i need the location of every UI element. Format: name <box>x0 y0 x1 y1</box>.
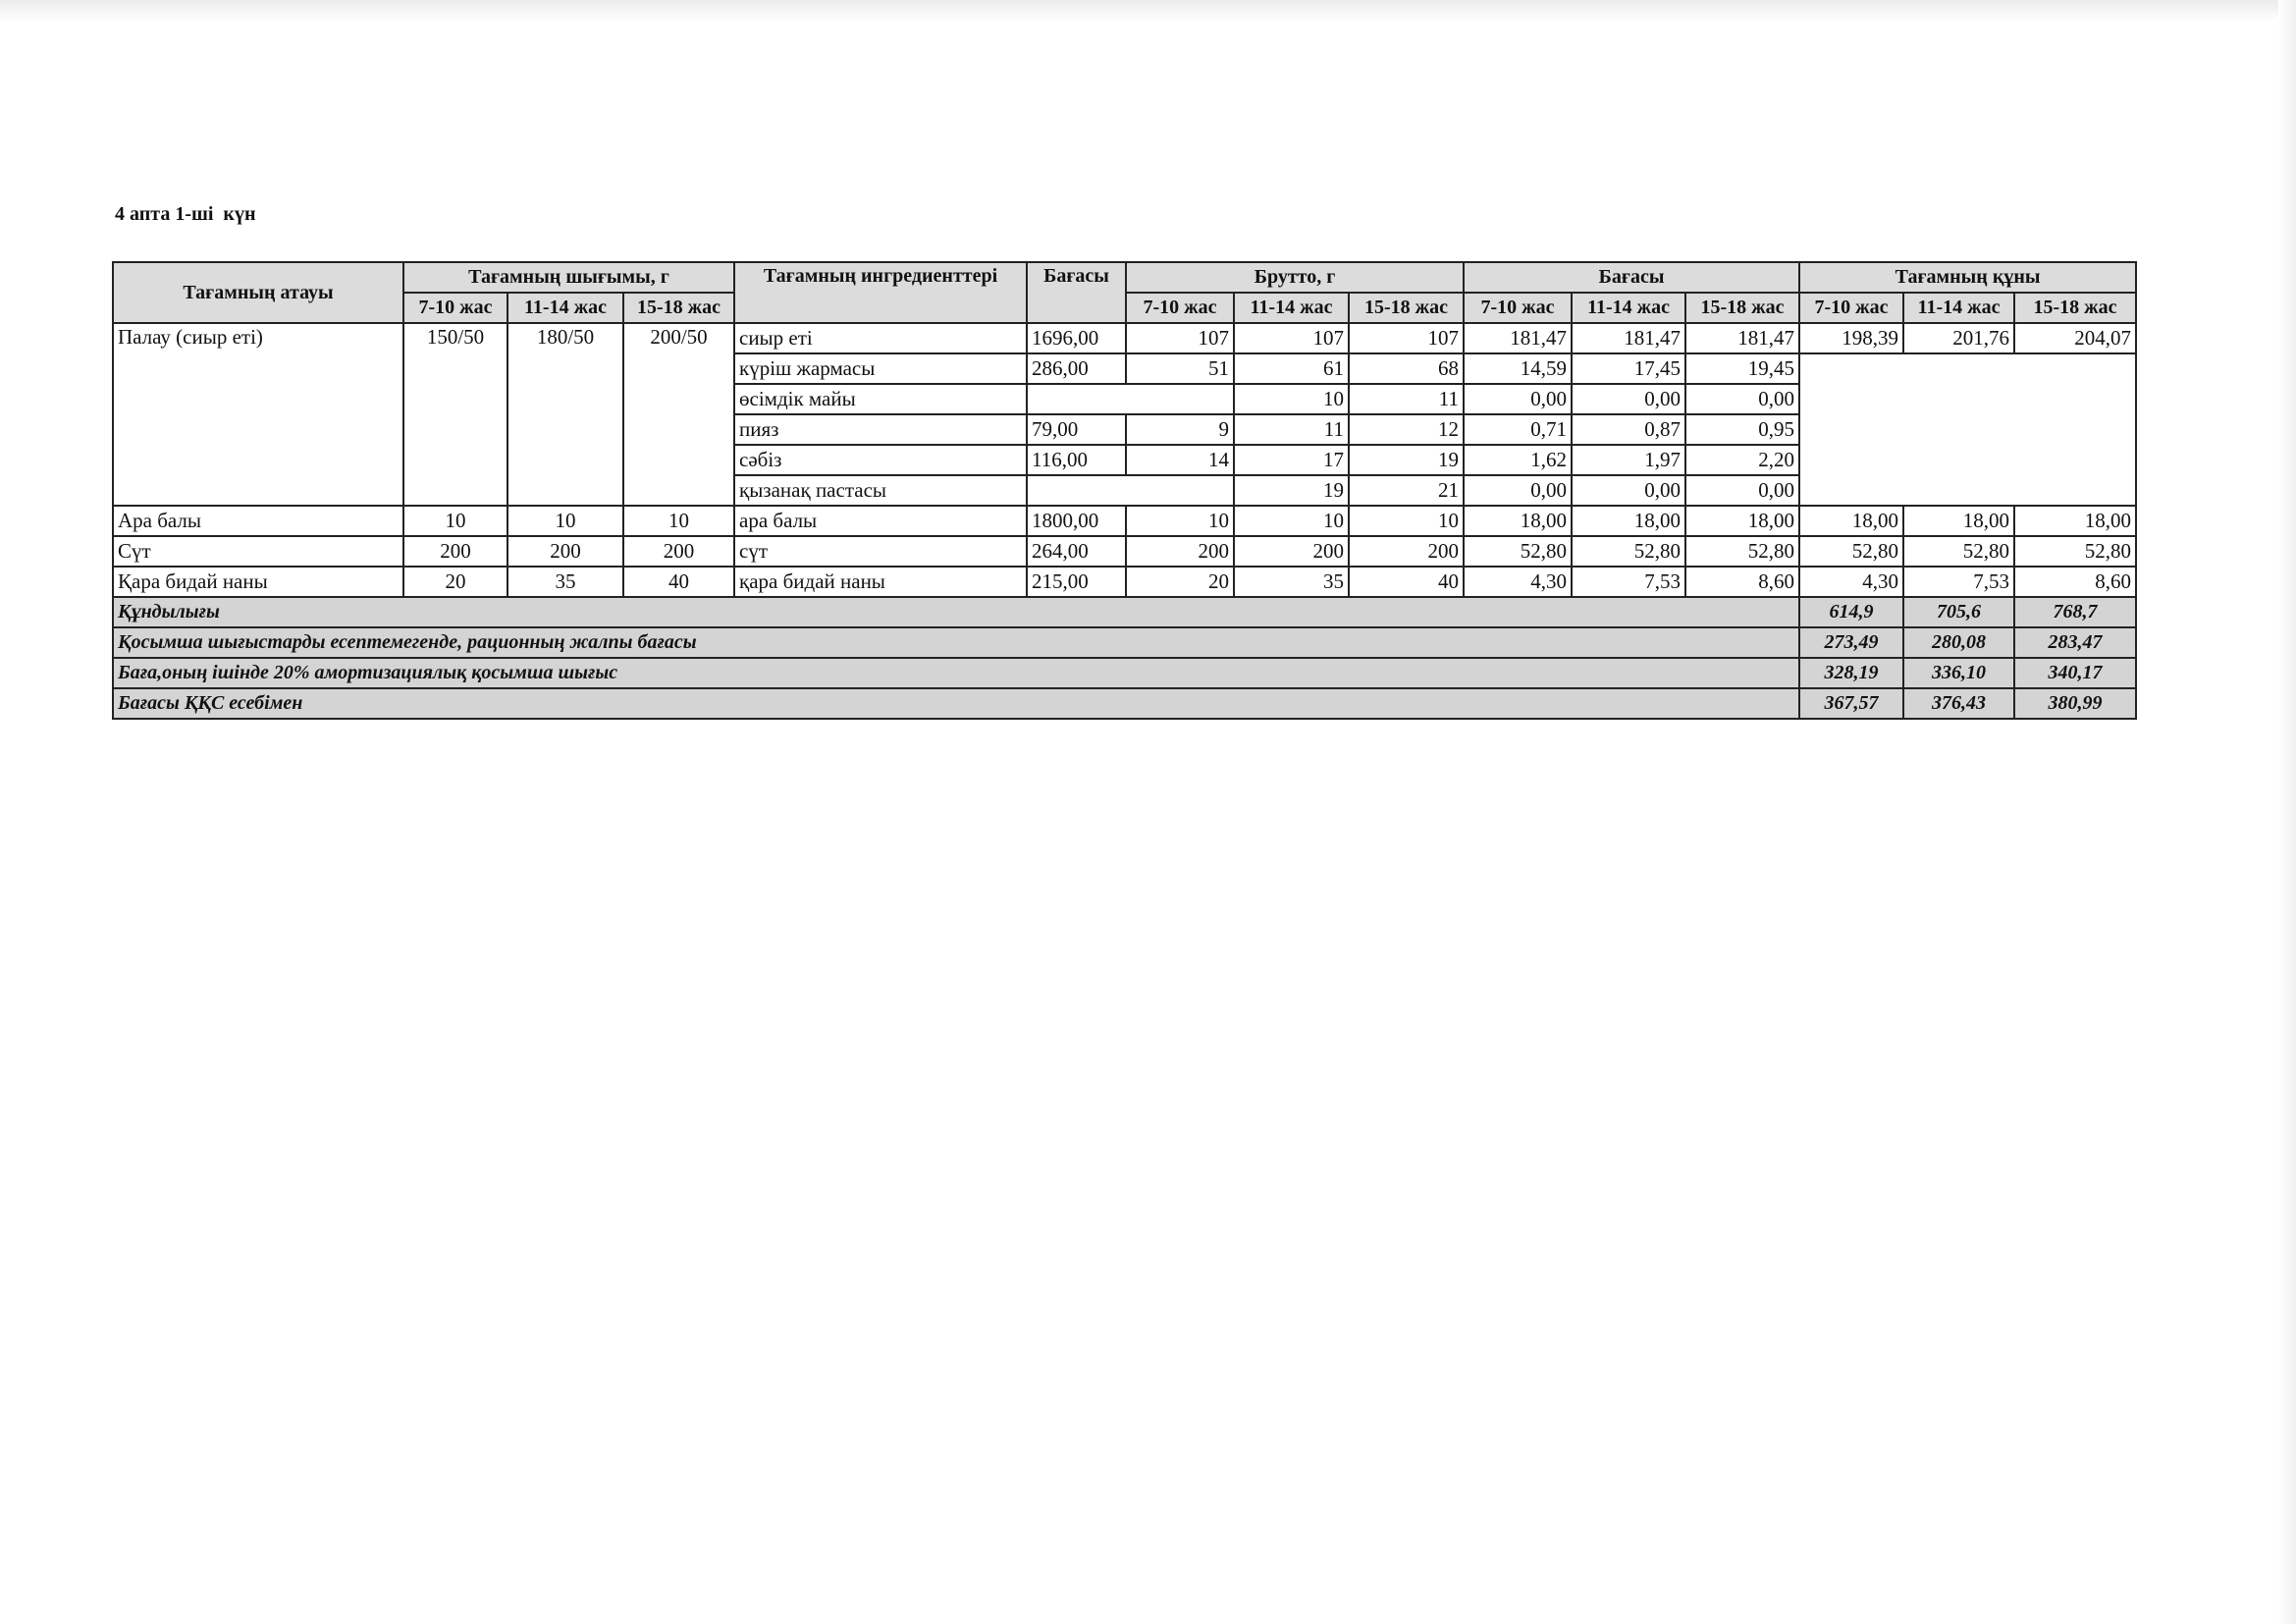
dish-yield: 150/50 <box>403 323 507 506</box>
ingredient-name: қара бидай наны <box>734 567 1027 597</box>
cost-value: 0,00 <box>1572 384 1685 414</box>
dish-cost-value: 204,07 <box>2014 323 2136 353</box>
summary-value: 336,10 <box>1903 658 2014 688</box>
age-header: 11-14 жас <box>1572 293 1685 323</box>
dish-cost-value: 198,39 <box>1799 323 1903 353</box>
cost-value: 18,00 <box>1685 506 1799 536</box>
dish-cost-value: 201,76 <box>1903 323 2014 353</box>
summary-label: Құндылығы <box>113 597 1799 627</box>
summary-value: 273,49 <box>1799 627 1903 658</box>
summary-row <box>113 658 2136 688</box>
ingredient-price: 1696,00 <box>1027 323 1126 353</box>
brutto-value: 17 <box>1234 445 1349 475</box>
dish-cost-value: 52,80 <box>2014 536 2136 567</box>
cost-value: 52,80 <box>1572 536 1685 567</box>
dish-cost-value: 52,80 <box>1799 536 1903 567</box>
ingredient-name: сиыр еті <box>734 323 1027 353</box>
table-row <box>113 323 2136 353</box>
brutto-value: 35 <box>1234 567 1349 597</box>
brutto-merged <box>1027 475 1234 506</box>
ingredient-price: 286,00 <box>1027 353 1126 384</box>
summary-value: 705,6 <box>1903 597 2014 627</box>
ingredient-price: 116,00 <box>1027 445 1126 475</box>
brutto-value: 12 <box>1349 414 1464 445</box>
summary-value: 768,7 <box>2014 597 2136 627</box>
cost-value: 18,00 <box>1464 506 1572 536</box>
col-header-ingredients: Тағамның ингредиенттері <box>734 262 1027 323</box>
summary-value: 614,9 <box>1799 597 1903 627</box>
cost-value: 0,00 <box>1685 475 1799 506</box>
dish-yield: 200/50 <box>623 323 734 506</box>
cost-value: 181,47 <box>1464 323 1572 353</box>
ingredient-name: пияз <box>734 414 1027 445</box>
brutto-value: 200 <box>1349 536 1464 567</box>
cost-value: 52,80 <box>1685 536 1799 567</box>
table-row <box>113 567 2136 597</box>
cost-value: 0,71 <box>1464 414 1572 445</box>
brutto-value: 19 <box>1234 475 1349 506</box>
col-header-dish-cost: Тағамның құны <box>1799 262 2136 293</box>
ingredient-price: 79,00 <box>1027 414 1126 445</box>
brutto-value: 19 <box>1349 445 1464 475</box>
brutto-merged <box>1027 384 1234 414</box>
age-header: 15-18 жас <box>1685 293 1799 323</box>
dish-yield: 200 <box>403 536 507 567</box>
dish-cost-value: 8,60 <box>2014 567 2136 597</box>
col-header-brutto: Брутто, г <box>1126 262 1464 293</box>
summary-row <box>113 597 2136 627</box>
dish-cost-value: 18,00 <box>2014 506 2136 536</box>
dish-name: Қара бидай наны <box>113 567 403 597</box>
ingredient-price: 215,00 <box>1027 567 1126 597</box>
summary-label: Қосымша шығыстарды есептемегенде, рационның жалпы бағасы <box>113 627 1799 658</box>
cost-value: 0,00 <box>1464 384 1572 414</box>
table-row <box>113 506 2136 536</box>
age-header: 7-10 жас <box>1126 293 1234 323</box>
summary-row <box>113 627 2136 658</box>
brutto-value: 10 <box>1234 384 1349 414</box>
ingredient-price: 1800,00 <box>1027 506 1126 536</box>
cost-value: 0,00 <box>1464 475 1572 506</box>
ingredient-price: 264,00 <box>1027 536 1126 567</box>
scan-edge-top <box>0 0 2296 22</box>
summary-label: Баға,оның ішінде 20% амортизациялық қосымша шығыс <box>113 658 1799 688</box>
cost-value: 14,59 <box>1464 353 1572 384</box>
dish-cost-value: 7,53 <box>1903 567 2014 597</box>
summary-row <box>113 688 2136 719</box>
brutto-value: 51 <box>1126 353 1234 384</box>
dish-yield: 40 <box>623 567 734 597</box>
col-header-name: Тағамның атауы <box>113 262 403 323</box>
brutto-value: 11 <box>1349 384 1464 414</box>
dish-yield: 20 <box>403 567 507 597</box>
brutto-value: 107 <box>1349 323 1464 353</box>
brutto-value: 10 <box>1234 506 1349 536</box>
table-row <box>113 536 2136 567</box>
age-header: 15-18 жас <box>2014 293 2136 323</box>
ingredient-name: өсімдік майы <box>734 384 1027 414</box>
cost-value: 4,30 <box>1464 567 1572 597</box>
brutto-value: 200 <box>1234 536 1349 567</box>
page-title: 4 апта 1-ші күн <box>115 203 256 225</box>
brutto-value: 20 <box>1126 567 1234 597</box>
dish-cost-value: 4,30 <box>1799 567 1903 597</box>
cost-value: 52,80 <box>1464 536 1572 567</box>
brutto-value: 40 <box>1349 567 1464 597</box>
cost-value: 7,53 <box>1572 567 1685 597</box>
age-header: 7-10 жас <box>403 293 507 323</box>
cost-value: 1,97 <box>1572 445 1685 475</box>
cost-value: 18,00 <box>1572 506 1685 536</box>
ingredient-name: ара балы <box>734 506 1027 536</box>
dish-yield: 180/50 <box>507 323 623 506</box>
summary-value: 280,08 <box>1903 627 2014 658</box>
dish-yield: 200 <box>623 536 734 567</box>
dish-yield: 10 <box>507 506 623 536</box>
cost-value: 0,00 <box>1572 475 1685 506</box>
dish-yield: 10 <box>403 506 507 536</box>
dish-yield: 10 <box>623 506 734 536</box>
cost-value: 0,00 <box>1685 384 1799 414</box>
cost-value: 1,62 <box>1464 445 1572 475</box>
menu-cost-table <box>112 261 2137 720</box>
brutto-value: 107 <box>1234 323 1349 353</box>
dish-name: Палау (сиыр еті) <box>113 323 403 506</box>
brutto-value: 61 <box>1234 353 1349 384</box>
ingredient-name: күріш жармасы <box>734 353 1027 384</box>
dish-cost-value: 52,80 <box>1903 536 2014 567</box>
age-header: 11-14 жас <box>507 293 623 323</box>
summary-value: 283,47 <box>2014 627 2136 658</box>
brutto-value: 11 <box>1234 414 1349 445</box>
header-row-1 <box>113 262 2136 293</box>
cost-value: 19,45 <box>1685 353 1799 384</box>
summary-value: 367,57 <box>1799 688 1903 719</box>
brutto-value: 10 <box>1126 506 1234 536</box>
cost-value: 17,45 <box>1572 353 1685 384</box>
cost-value: 181,47 <box>1572 323 1685 353</box>
cost-value: 8,60 <box>1685 567 1799 597</box>
cost-value: 0,87 <box>1572 414 1685 445</box>
age-header: 15-18 жас <box>623 293 734 323</box>
ingredient-name: сүт <box>734 536 1027 567</box>
col-header-cost: Бағасы <box>1464 262 1799 293</box>
summary-label: Бағасы ҚҚС есебімен <box>113 688 1799 719</box>
scan-edge-right <box>2278 0 2296 1624</box>
age-header: 7-10 жас <box>1464 293 1572 323</box>
summary-value: 380,99 <box>2014 688 2136 719</box>
dish-cost-value: 18,00 <box>1799 506 1903 536</box>
cost-value: 181,47 <box>1685 323 1799 353</box>
dish-yield: 35 <box>507 567 623 597</box>
brutto-value: 200 <box>1126 536 1234 567</box>
brutto-value: 9 <box>1126 414 1234 445</box>
age-header: 11-14 жас <box>1234 293 1349 323</box>
dish-name: Сүт <box>113 536 403 567</box>
dish-name: Ара балы <box>113 506 403 536</box>
summary-value: 376,43 <box>1903 688 2014 719</box>
summary-value: 328,19 <box>1799 658 1903 688</box>
dish-cost-blank <box>1799 353 2136 506</box>
col-header-price: Бағасы <box>1027 262 1126 323</box>
ingredient-name: қызанақ пастасы <box>734 475 1027 506</box>
ingredient-name: сәбіз <box>734 445 1027 475</box>
brutto-value: 10 <box>1349 506 1464 536</box>
brutto-value: 21 <box>1349 475 1464 506</box>
brutto-value: 68 <box>1349 353 1464 384</box>
age-header: 7-10 жас <box>1799 293 1903 323</box>
dish-cost-value: 18,00 <box>1903 506 2014 536</box>
age-header: 11-14 жас <box>1903 293 2014 323</box>
cost-value: 0,95 <box>1685 414 1799 445</box>
col-header-yield: Тағамның шығымы, г <box>403 262 734 293</box>
brutto-value: 14 <box>1126 445 1234 475</box>
brutto-value: 107 <box>1126 323 1234 353</box>
cost-value: 2,20 <box>1685 445 1799 475</box>
age-header: 15-18 жас <box>1349 293 1464 323</box>
summary-value: 340,17 <box>2014 658 2136 688</box>
dish-yield: 200 <box>507 536 623 567</box>
